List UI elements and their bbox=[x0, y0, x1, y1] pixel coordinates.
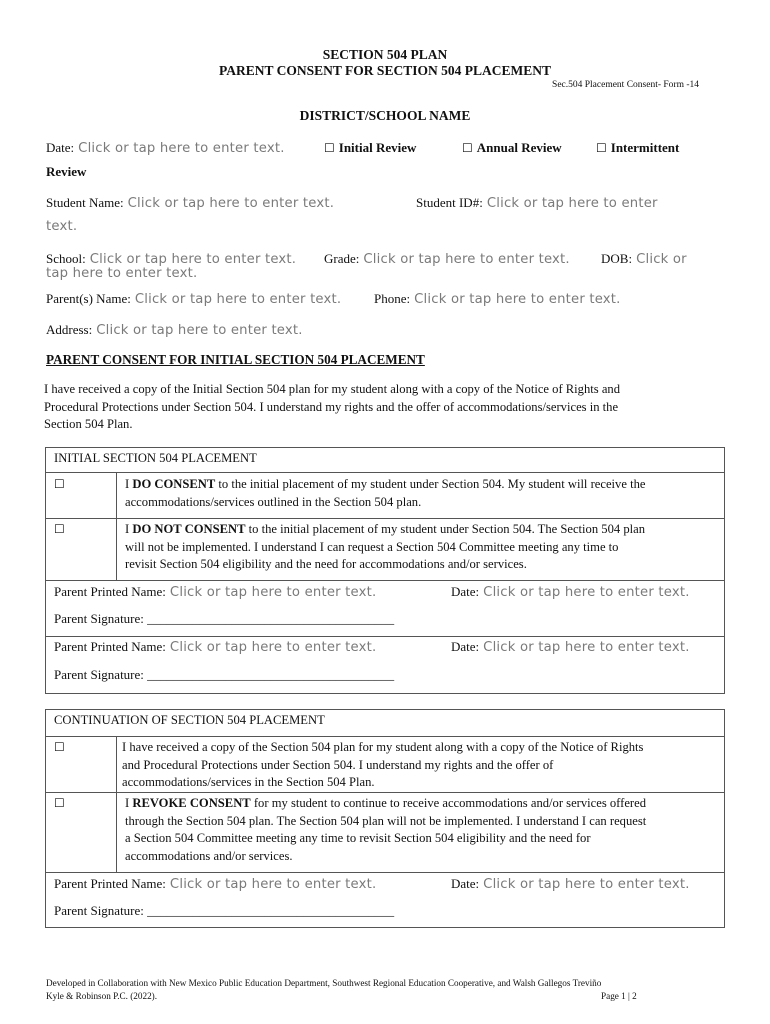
do-not-consent-checkbox[interactable]: ☐ bbox=[54, 522, 65, 536]
doc-subtitle: PARENT CONSENT FOR SECTION 504 PLACEMENT bbox=[219, 63, 551, 78]
do-consent-text bbox=[125, 476, 715, 511]
student-name-input[interactable]: Click or tap here to enter text. bbox=[127, 196, 335, 211]
initial-review-label: Initial Review bbox=[338, 140, 417, 155]
consent-paragraph-line: Section 504 Plan. bbox=[44, 417, 133, 431]
initial-review-checkbox[interactable]: ☐ bbox=[324, 141, 335, 155]
parent-printed-name-label: Parent Printed Name: bbox=[54, 584, 166, 599]
district-school-name: DISTRICT/SCHOOL NAME bbox=[299, 108, 471, 123]
form-code: Sec.504 Placement Consent- Form -14 bbox=[552, 80, 699, 90]
intermittent-review-wrap: Review bbox=[46, 164, 87, 179]
initial-placement-title: INITIAL SECTION 504 PLACEMENT bbox=[54, 451, 257, 465]
do-not-consent-emphasis: DO NOT CONSENT bbox=[132, 522, 246, 536]
parent-signature-row bbox=[54, 667, 394, 683]
parent-signature-label: Parent Signature: bbox=[54, 611, 148, 626]
parent-printed-name-input[interactable]: Click or tap here to enter text. bbox=[169, 640, 377, 655]
phone-input[interactable]: Click or tap here to enter text. bbox=[414, 292, 621, 307]
text-rest: for my student to continue to receive accommodations and/or services offered bbox=[250, 796, 647, 810]
text-line: accommodations and/or services. bbox=[125, 848, 293, 863]
text-rest: to the initial placement of my student under Section 504. My student will receive the bbox=[215, 477, 646, 491]
parent-signature-line[interactable]: ______________________________________ bbox=[147, 667, 395, 682]
parent-printed-name-row bbox=[54, 583, 376, 601]
continuation-acknowledge-text bbox=[122, 739, 715, 792]
signature-date-row bbox=[451, 875, 690, 893]
parents-name-label: Parent(s) Name: bbox=[46, 291, 131, 306]
parent-printed-name-input[interactable]: Click or tap here to enter text. bbox=[169, 877, 377, 892]
text-prefix: I bbox=[125, 522, 133, 536]
date-input[interactable]: Click or tap here to enter text. bbox=[78, 141, 285, 156]
table-divider bbox=[45, 736, 724, 737]
intermittent-review-option[interactable] bbox=[596, 139, 679, 157]
signature-date-row bbox=[451, 638, 690, 656]
page-number: Page 1 | 2 bbox=[601, 991, 637, 1001]
parent-signature-line[interactable]: ______________________________________ bbox=[147, 903, 395, 918]
student-id-row bbox=[416, 194, 658, 212]
parent-printed-name-label: Parent Printed Name: bbox=[54, 876, 166, 891]
annual-review-option[interactable] bbox=[462, 139, 562, 157]
text-prefix: I bbox=[125, 477, 133, 491]
text-line: through the Section 504 plan. The Section 504 plan will not be implemented. I understand I can request bbox=[125, 813, 647, 828]
school-label: School: bbox=[46, 251, 86, 266]
table-column-divider bbox=[116, 472, 117, 580]
table-divider bbox=[45, 636, 724, 637]
signature-date-label: Date: bbox=[451, 639, 480, 654]
dob-label: DOB: bbox=[601, 251, 633, 266]
parent-printed-name-label: Parent Printed Name: bbox=[54, 639, 166, 654]
text-line: revisit Section 504 eligibility and the need for accommodations and/or services. bbox=[125, 557, 527, 571]
grade-row bbox=[324, 250, 570, 268]
text-line: accommodations/services outlined in the Section 504 plan. bbox=[125, 494, 422, 509]
text-line: a Section 504 Committee meeting any time to revisit Section 504 eligibility and the need for bbox=[125, 831, 591, 845]
annual-review-checkbox[interactable]: ☐ bbox=[462, 141, 473, 155]
grade-input[interactable]: Click or tap here to enter text. bbox=[363, 252, 570, 267]
text-rest: to the initial placement of my student under Section 504. The Section 504 plan bbox=[245, 522, 646, 536]
consent-paragraph-line: I have received a copy of the Initial Section 504 plan for my student along with a copy of the Notice of Rights and bbox=[44, 382, 621, 396]
parents-name-row bbox=[46, 290, 341, 308]
signature-date-input[interactable]: Click or tap here to enter text. bbox=[483, 877, 690, 892]
table-divider bbox=[45, 472, 724, 473]
parent-signature-label: Parent Signature: bbox=[54, 667, 148, 682]
consent-paragraph bbox=[44, 381, 724, 434]
revoke-consent-text bbox=[125, 795, 715, 865]
intermittent-review-label: Intermittent bbox=[610, 140, 680, 155]
parent-signature-line[interactable]: ______________________________________ bbox=[147, 611, 395, 626]
revoke-consent-emphasis: REVOKE CONSENT bbox=[132, 796, 251, 810]
phone-row bbox=[374, 290, 621, 308]
parent-signature-label: Parent Signature: bbox=[54, 903, 148, 918]
parent-printed-name-row bbox=[54, 638, 376, 656]
signature-date-input[interactable]: Click or tap here to enter text. bbox=[483, 585, 690, 600]
student-name-row bbox=[46, 194, 334, 212]
do-consent-emphasis: DO CONSENT bbox=[132, 477, 216, 491]
table-divider bbox=[45, 872, 724, 873]
student-name-label: Student Name: bbox=[46, 195, 124, 210]
annual-review-label: Annual Review bbox=[476, 140, 562, 155]
student-id-label: Student ID#: bbox=[416, 195, 483, 210]
signature-date-row bbox=[451, 583, 690, 601]
intermittent-review-checkbox[interactable]: ☐ bbox=[596, 141, 607, 155]
date-label: Date: bbox=[46, 140, 75, 155]
dob-input-wrap[interactable]: tap here to enter text. bbox=[46, 266, 198, 281]
address-input[interactable]: Click or tap here to enter text. bbox=[96, 323, 303, 338]
text-line: accommodations/services in the Section 504 Plan. bbox=[122, 775, 375, 789]
consent-section-heading: PARENT CONSENT FOR INITIAL SECTION 504 PLACEMENT bbox=[46, 352, 425, 367]
parent-printed-name-row bbox=[54, 875, 376, 893]
student-id-input[interactable]: Click or tap here to enter bbox=[486, 196, 658, 211]
text-line: and Procedural Protections under Section 504. I understand my rights and the offer of bbox=[122, 757, 554, 772]
school-input[interactable]: Click or tap here to enter text. bbox=[89, 252, 297, 267]
text-prefix: I bbox=[125, 796, 133, 810]
dob-input[interactable]: Click or bbox=[636, 252, 687, 267]
table-column-divider bbox=[116, 736, 117, 872]
signature-date-label: Date: bbox=[451, 876, 480, 891]
signature-date-input[interactable]: Click or tap here to enter text. bbox=[483, 640, 690, 655]
text-line: I have received a copy of the Section 504 plan for my student along with a copy of the Notice of Rights bbox=[122, 740, 644, 754]
parents-name-input[interactable]: Click or tap here to enter text. bbox=[134, 292, 342, 307]
do-not-consent-text bbox=[125, 521, 715, 574]
phone-label: Phone: bbox=[374, 291, 411, 306]
student-id-input-wrap[interactable]: text. bbox=[46, 219, 78, 234]
doc-title: SECTION 504 PLAN bbox=[322, 47, 448, 62]
footer-credit-continued: Kyle & Robinson P.C. (2022). bbox=[46, 991, 158, 1001]
address-row bbox=[46, 321, 303, 339]
revoke-consent-checkbox[interactable]: ☐ bbox=[54, 796, 65, 810]
parent-signature-row bbox=[54, 611, 394, 627]
consent-paragraph-line: Procedural Protections under Section 504. I understand my rights and the offer of accommodations/services in the bbox=[44, 399, 619, 414]
address-label: Address: bbox=[46, 322, 93, 337]
table-divider bbox=[45, 792, 724, 793]
footer-credit: Developed in Collaboration with New Mexico Public Education Department, Southwest Regional Education Cooperative, and Walsh Gallegos Treviño bbox=[46, 978, 602, 988]
grade-label: Grade: bbox=[324, 251, 360, 266]
do-consent-checkbox[interactable]: ☐ bbox=[54, 477, 65, 491]
continuation-title: CONTINUATION OF SECTION 504 PLACEMENT bbox=[54, 713, 325, 727]
date-row bbox=[46, 139, 285, 157]
text-line: will not be implemented. I understand I can request a Section 504 Committee meeting any time to bbox=[125, 539, 619, 554]
initial-review-option[interactable] bbox=[324, 139, 416, 157]
parent-printed-name-input[interactable]: Click or tap here to enter text. bbox=[169, 585, 377, 600]
table-divider bbox=[45, 580, 724, 581]
parent-signature-row bbox=[54, 903, 394, 919]
dob-row bbox=[601, 250, 687, 268]
continuation-acknowledge-checkbox[interactable]: ☐ bbox=[54, 740, 65, 754]
table-divider bbox=[45, 518, 724, 519]
signature-date-label: Date: bbox=[451, 584, 480, 599]
